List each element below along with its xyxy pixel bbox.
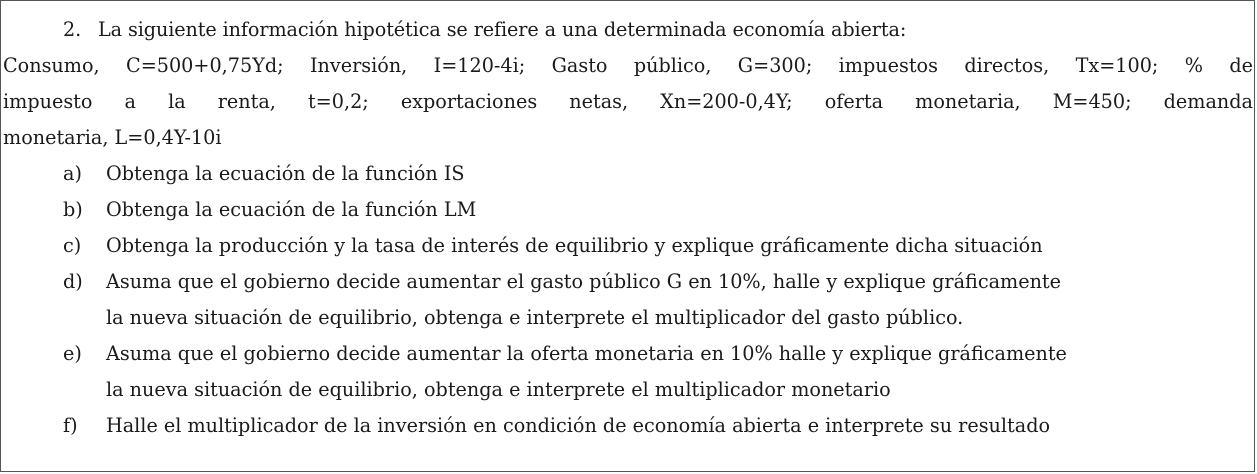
- list-item-e-continuation: la nueva situación de equilibrio, obtenga e interprete el multiplicador monetario: [106, 378, 891, 401]
- problem-heading: [3, 12, 1253, 48]
- list-item-text: Obtenga la ecuación de la función IS: [106, 162, 465, 185]
- list-item-d: [63, 264, 1061, 300]
- list-item-d-continuation: la nueva situación de equilibrio, obtenga e interprete el multiplicador del gasto público.: [106, 306, 964, 329]
- list-item-e: [63, 336, 1067, 372]
- list-item-f: [63, 408, 1050, 444]
- list-marker: d): [63, 270, 83, 293]
- problem-intro: La siguiente información hipotética se refiere a una determinada economía abierta:: [98, 18, 907, 41]
- data-line-1: Consumo, C=500+0,75Yd; Inversión, I=120-4i; Gasto público, G=300; impuestos directos, Tx=100; % de: [3, 54, 1253, 77]
- list-marker: a): [63, 162, 82, 185]
- problem-number: 2.: [63, 18, 82, 41]
- data-line-2: impuesto a la renta, t=0,2; exportaciones netas, Xn=200-0,4Y; oferta monetaria, M=450; demanda: [3, 90, 1253, 113]
- list-marker: c): [63, 234, 82, 257]
- list-item-text: Obtenga la ecuación de la función LM: [106, 198, 477, 221]
- list-item-text: Asuma que el gobierno decide aumentar el gasto público G en 10%, halle y explique gráficamente: [106, 270, 1061, 293]
- list-item-a: [63, 156, 465, 192]
- list-marker: b): [63, 198, 83, 221]
- list-marker: f): [63, 414, 78, 437]
- list-item-text: Obtenga la producción y la tasa de interés de equilibrio y explique gráficamente dicha situación: [106, 234, 1043, 257]
- list-item-b: [63, 192, 476, 228]
- list-marker: e): [63, 342, 82, 365]
- list-item-c: [63, 228, 1043, 264]
- list-item-text: Asuma que el gobierno decide aumentar la oferta monetaria en 10% halle y explique gráficamente: [106, 342, 1067, 365]
- data-line-3: monetaria, L=0,4Y-10i: [3, 126, 222, 149]
- list-item-text: Halle el multiplicador de la inversión en condición de economía abierta e interprete su resultado: [106, 414, 1051, 437]
